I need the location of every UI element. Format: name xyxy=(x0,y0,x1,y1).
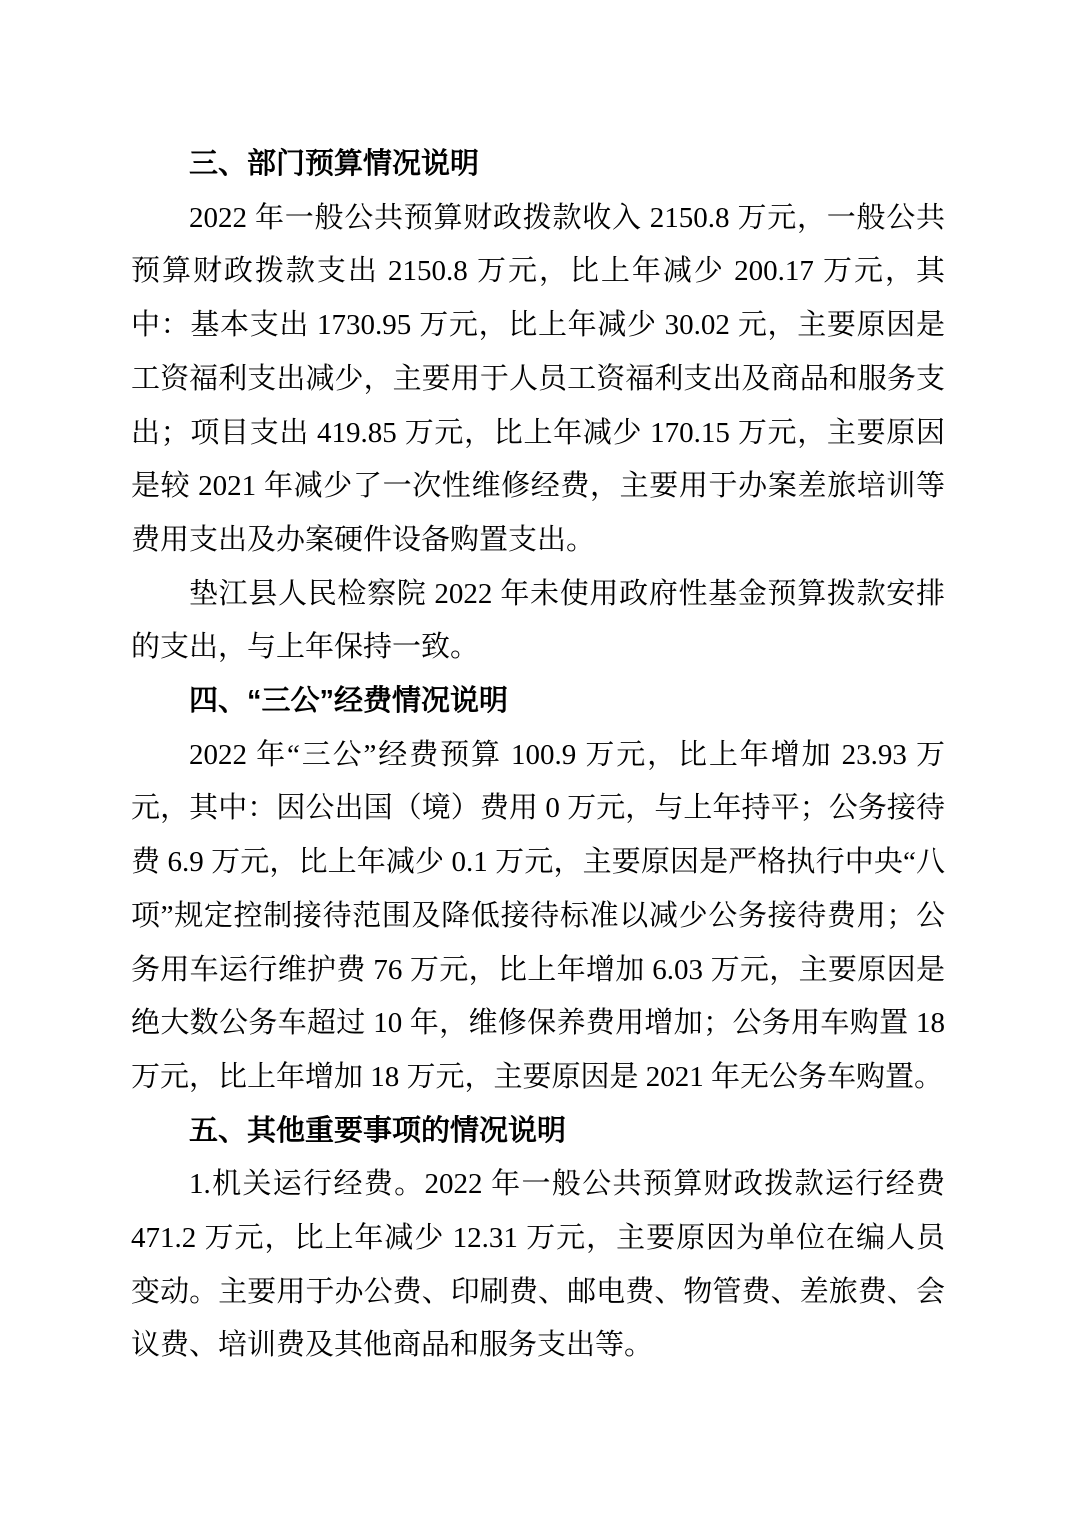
paragraph-government-fund: 垫江县人民检察院 2022 年未使用政府性基金预算拨款安排的支出，与上年保持一致。 xyxy=(131,577,945,664)
paragraph-budget-overview: 2022 年一般公共预算财政拨款收入 2150.8 万元，一般公共预算财政拨款支出 2150.8 万元，比上年减少 200.17 万元，其中：基本支出 1730.95 万元，比上年减少 30.02 元，主要原因是工资福利支出减少，主要用于人员工资福利支出及商品和服务支出；项目支出 419.85 万元，比上年减少 170.15 万元，主要原因是较 2021 年减少了一次性维修经费，主要用于办案差旅培训等费用支出及办案硬件设备购置支出。 xyxy=(131,201,945,556)
section-heading-three-public-expenses: 四、“三公”经费情况说明 xyxy=(189,685,509,718)
section-heading-department-budget: 三、部门预算情况说明 xyxy=(189,148,480,180)
paragraph-operating-expenses: 1.机关运行经费。2022 年一般公共预算财政拨款运行经费 471.2 万元，比上年减少 12.31 万元，主要原因为单位在编人员变动。主要用于办公费、印刷费、邮电费、物管费、差旅费、会议费、培训费及其他商品和服务支出等。 xyxy=(131,1168,945,1362)
section-heading-other-important-matters: 五、其他重要事项的情况说明 xyxy=(189,1114,567,1147)
paragraph-three-public-expenses: 2022 年“三公”经费预算 100.9 万元，比上年增加 23.93 万元，其中：因公出国（境）费用 0 万元，与上年持平；公务接待费 6.9 万元，比上年减少 0.1 万元，主要原因是严格执行中央“八项”规定控制接待范围及降低接待标准以减少公务接待费用；公务用车运行维护费 76 万元，比上年增加 6.03 万元，主要原因是绝大数公务车超过 10 年，维修保养费用增加；公务用车购置 18 万元，比上年增加 18 万元，主要原因是 2021 年无公务车购置。 xyxy=(131,738,945,1093)
